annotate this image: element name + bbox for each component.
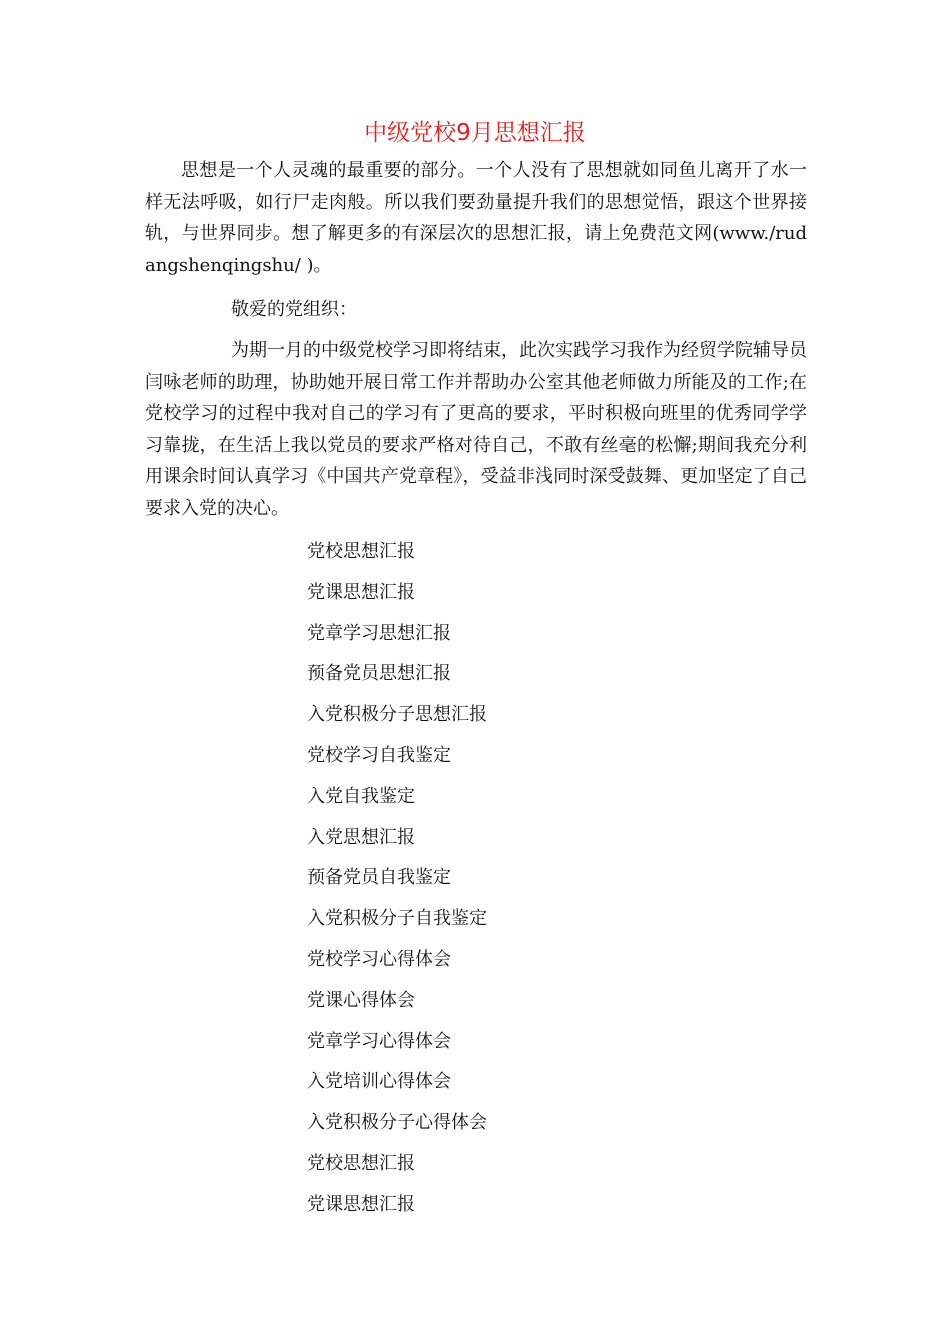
related-link[interactable]: 入党积极分子自我鉴定 (307, 908, 487, 930)
related-link-item (307, 742, 487, 783)
related-link[interactable]: 入党积极分子思想汇报 (307, 704, 487, 726)
related-link-item (307, 1191, 487, 1232)
related-link[interactable]: 党章学习心得体会 (307, 1030, 451, 1052)
related-link-item (307, 946, 487, 987)
related-link[interactable]: 入党积极分子心得体会 (307, 1112, 487, 1134)
related-link-item (307, 660, 487, 701)
related-link-item (307, 701, 487, 742)
related-link-item (307, 1028, 487, 1069)
related-link[interactable]: 党校学习自我鉴定 (307, 744, 451, 766)
related-link-item (307, 1068, 487, 1109)
related-link-item (307, 905, 487, 946)
related-link-item (307, 864, 487, 905)
related-link-item (307, 1150, 487, 1191)
related-link[interactable]: 入党思想汇报 (307, 826, 415, 848)
related-link-item (307, 579, 487, 620)
related-link[interactable]: 预备党员思想汇报 (307, 663, 451, 685)
related-link-item (307, 1109, 487, 1150)
related-link[interactable]: 入党培训心得体会 (307, 1071, 451, 1093)
related-link[interactable]: 党课思想汇报 (307, 581, 415, 603)
document-title: 中级党校9月思想汇报 (364, 120, 586, 146)
related-link[interactable]: 党校思想汇报 (307, 1152, 415, 1174)
related-link[interactable]: 预备党员自我鉴定 (307, 867, 451, 889)
related-link[interactable]: 党校思想汇报 (307, 541, 415, 562)
related-link-item (307, 987, 487, 1028)
related-link-item (307, 824, 487, 865)
greeting-line: 敬爱的党组织： (231, 299, 357, 320)
related-link[interactable]: 入党自我鉴定 (307, 785, 415, 807)
related-link[interactable]: 党章学习思想汇报 (307, 622, 451, 644)
related-link[interactable]: 党课心得体会 (307, 989, 415, 1011)
related-link[interactable]: 党校学习心得体会 (307, 948, 451, 970)
body-paragraph: 为期一月的中级党校学习即将结束，此次实践学习我作为经贸学院辅导员闫咏老师的助理，协助她开展日常工作并帮助办公室其他老师做力所能及的工作;在党校学习的过程中我对自己的学习有了更高的要求，平时积极向班里的优秀同学学习靠拢，在生活上我以党员的要求严格对待自己，不敢有丝毫的松懈;期间我充分利用课余时间认真学习《中国共产党章程》，受益非浅同时深受鼓舞、更加坚定了自己要求入党的决心。 (145, 340, 807, 519)
related-links-list (307, 538, 487, 1232)
intro-paragraph: 思想是一个人灵魂的最重要的部分。一个人没有了思想就如同鱼儿离开了水一样无法呼吸，如行尸走肉般。所以我们要劲量提升我们的思想觉悟，跟这个世界接轨，与世界同步。想了解更多的有深层次的思想汇报，请上免费范文网(www./rudangshenqingshu/ )。 (145, 160, 807, 276)
related-link-item (307, 538, 487, 579)
related-link[interactable]: 党课思想汇报 (307, 1193, 415, 1215)
related-link-item (307, 620, 487, 661)
related-link-item (307, 783, 487, 824)
